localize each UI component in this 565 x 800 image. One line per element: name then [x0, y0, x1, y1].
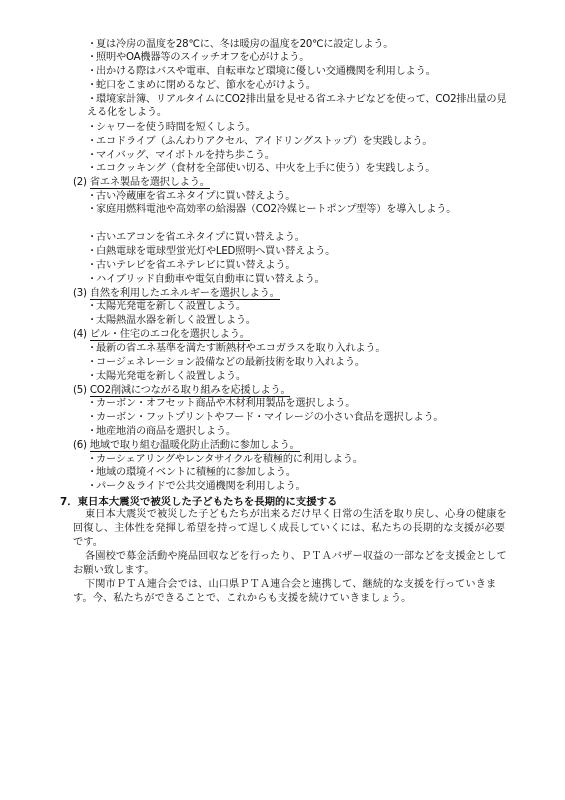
list-item: ・カーボン・オフセット商品や木材利用製品を選択しよう。	[87, 398, 356, 409]
section-heading: (3) 自然を利用したエネルギーを選択しよう。	[73, 288, 280, 299]
list-item: ・夏は冷房の温度を28℃に、冬は暖房の温度を20℃に設定しよう。	[87, 39, 394, 50]
list-item: ・地産地消の商品を選択しよう。	[87, 426, 236, 437]
section-heading: (2) 省エネ製品を選択しよう。	[73, 177, 210, 188]
list-item: ・家庭用燃料電池や高効率の給湯器（CO2冷媒ヒートポンプ型等）を導入しよう。	[87, 204, 457, 215]
section-heading: (6) 地域で取り組む温暖化防止活動に参加しよう。	[73, 440, 300, 451]
list-item: ・エコドライブ（ふんわりアクセル、アイドリングストップ）を実践しよう。	[87, 136, 433, 147]
list-item: ・蛇口をこまめに閉めるなど、節水を心がけよう。	[87, 80, 316, 91]
list-item: ・環境家計簿、リアルタイムにCO2排出量を見せる省エネナビなどを使って、CO2排出量の見える化をしよう。	[87, 94, 507, 118]
list-item: ・カーボン・フットプリントやフード・マイレージの小さい食品を選択しよう。	[87, 412, 444, 423]
list-item: ・白熱電球を電球型蛍光灯やLED照明へ買い替えよう。	[87, 246, 336, 257]
section-heading: (5) CO2削減につながる取り組みを応援しよう。	[73, 385, 291, 396]
list-item: ・古いエアコンを省エネタイプに買い替えよう。	[87, 232, 305, 243]
list-item: ・パーク＆ライドで公共交通機関を利用しよう。	[87, 481, 306, 492]
list-item: ・照明やOA機器等のスイッチオフを心がけよう。	[87, 52, 310, 63]
list-item: ・コージェネレーション設備などの最新技術を取り入れよう。	[87, 357, 365, 368]
list-item: ・古いテレビを省エネテレビに買い替えよう。	[87, 260, 296, 271]
paragraph: 東日本大震災で被災した子どもたちが出来るだけ早く日常の生活を取り戻し、心身の健康を回復し、主体性を発揮し希望を持って逞しく成長していくには、私たちの長期的な支援が必要です。	[73, 509, 507, 548]
list-item: ・最新の省エネ基準を満たす断熱材やエコガラスを取り入れよう。	[87, 343, 386, 354]
list-item: ・太陽光発電を新しく設置しよう。	[87, 301, 246, 312]
section-heading: (4) ビル・住宅のエコ化を選択しよう。	[73, 329, 250, 340]
list-item: ・地域の環境イベントに積極的に参加しよう。	[87, 467, 296, 478]
paragraph: 下関市ＰＴＡ連合会では、山口県ＰＴＡ連合会と連携して、継続的な支援を行っていきます。今、私たちができることで、これからも支援を続けていきましょう。	[73, 579, 497, 604]
list-item: ・古い冷蔵庫を省エネタイプに買い替えよう。	[87, 191, 296, 202]
list-item: ・太陽熱温水器を新しく設置しよう。	[87, 315, 256, 326]
section-7-title: 7．東日本大震災で被災した子どもたちを長期的に支援する	[60, 496, 338, 508]
list-item: ・エコクッキング（食材を全部使い切る、中火を上手に使う）を実践しよう。	[87, 163, 436, 174]
list-item: ・シャワーを使う時間を短くしよう。	[87, 122, 256, 133]
list-item: ・カーシェアリングやレンタサイクルを積極的に利用しよう。	[87, 454, 363, 465]
list-item: ・出かける際はバスや電車、自転車など環境に優しい交通機関を利用しよう。	[87, 66, 436, 77]
list-item: ・ハイブリッド自動車や電気自動車に買い替えよう。	[87, 274, 325, 285]
list-item: ・マイバッグ、マイボトルを持ち歩こう。	[87, 150, 275, 161]
list-item: ・太陽光発電を新しく設置しよう。	[87, 371, 246, 382]
paragraph: 各園校で募金活動や廃品回収などを行ったり、ＰＴＡバザー収益の一部などを支援金としてお願い致します。	[73, 551, 507, 576]
